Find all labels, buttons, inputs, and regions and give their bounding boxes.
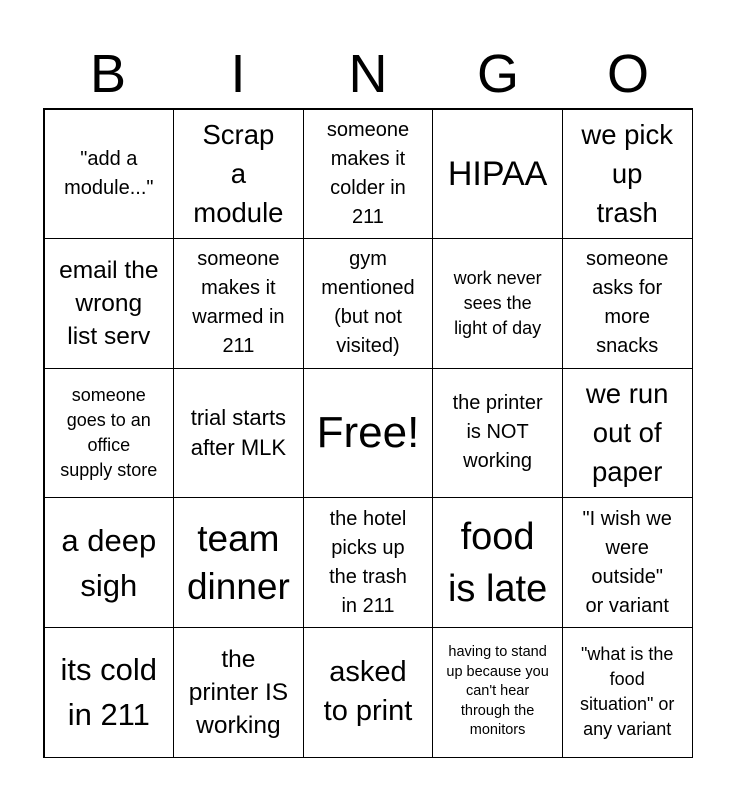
cell-text: work never sees the light of day — [453, 267, 542, 338]
bingo-cell[interactable] — [173, 627, 304, 758]
bingo-cell[interactable] — [303, 109, 434, 240]
bingo-cell[interactable] — [44, 497, 175, 628]
cell-text: the printer IS working — [188, 645, 289, 739]
cell-text: Free! — [316, 407, 420, 457]
cell-text: someone asks for more snacks — [586, 248, 669, 358]
cell-text: food is late — [447, 515, 548, 610]
bingo-board — [43, 108, 693, 758]
header-letter-o: O — [606, 44, 649, 104]
cell-text: the hotel picks up the trash in 211 — [329, 507, 407, 617]
bingo-cell[interactable] — [432, 238, 563, 369]
cell-text: Scrap a module — [193, 119, 284, 229]
cell-text: "what is the food situation" or any variant — [579, 644, 675, 740]
cell-text: "add a module..." — [64, 147, 154, 199]
bingo-cell[interactable] — [432, 627, 563, 758]
bingo-cell[interactable] — [562, 627, 693, 758]
bingo-cell[interactable] — [562, 238, 693, 369]
bingo-cell[interactable] — [44, 238, 175, 369]
cell-text: a deep sigh — [61, 522, 157, 603]
bingo-header — [43, 44, 693, 104]
bingo-cell[interactable] — [303, 497, 434, 628]
cell-text: we run out of paper — [585, 378, 669, 488]
bingo-cell[interactable] — [562, 368, 693, 499]
bingo-cell[interactable] — [303, 238, 434, 369]
cell-text: someone goes to an office supply store — [60, 384, 158, 480]
cell-text: "I wish we were outside" or variant — [582, 507, 672, 617]
cell-text: having to stand up because you can't hear through the monitors — [446, 644, 549, 739]
bingo-cell[interactable] — [44, 109, 175, 240]
bingo-cell[interactable] — [562, 109, 693, 240]
bingo-cell[interactable] — [173, 109, 304, 240]
bingo-cell[interactable] — [173, 497, 304, 628]
header-letter-g: G — [476, 44, 519, 104]
cell-text: HIPAA — [447, 154, 548, 193]
bingo-cell[interactable] — [44, 627, 175, 758]
cell-text: asked to print — [323, 656, 413, 728]
bingo-cell[interactable] — [432, 109, 563, 240]
bingo-cell[interactable] — [432, 368, 563, 499]
bingo-cell[interactable] — [432, 497, 563, 628]
cell-text: someone makes it colder in 211 — [326, 118, 410, 228]
bingo-cell[interactable] — [44, 368, 175, 499]
cell-text: its cold in 211 — [60, 652, 158, 733]
header-letter-b: B — [89, 44, 127, 104]
bingo-cell[interactable] — [173, 238, 304, 369]
cell-text: team dinner — [186, 517, 290, 607]
cell-text: we pick up trash — [581, 119, 674, 229]
bingo-cell-free[interactable] — [303, 368, 434, 499]
cell-text: someone makes it warmed in 211 — [192, 248, 285, 358]
header-letter-n: N — [348, 44, 388, 104]
header-letter-i: I — [230, 44, 246, 104]
cell-text: the printer is NOT working — [452, 392, 543, 473]
cell-text: email the wrong list serv — [59, 256, 159, 350]
bingo-cell[interactable] — [173, 368, 304, 499]
cell-text: gym mentioned (but not visited) — [321, 248, 415, 358]
bingo-cell[interactable] — [562, 497, 693, 628]
cell-text: trial starts after MLK — [190, 404, 287, 460]
bingo-cell[interactable] — [303, 627, 434, 758]
